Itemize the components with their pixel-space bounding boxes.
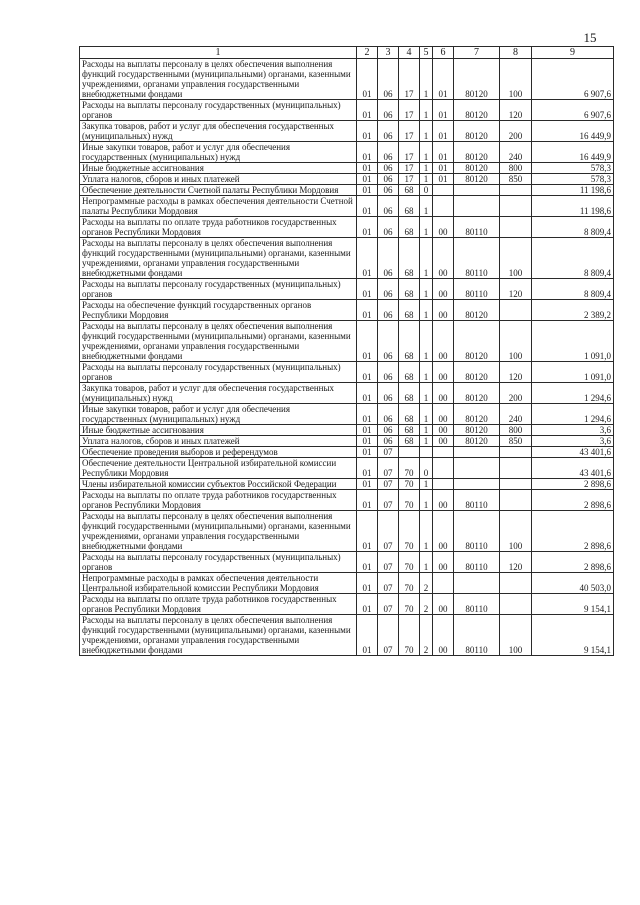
code-subprogram: 1 <box>420 300 433 321</box>
row-name: Обеспечение проведения выборов и референдумов <box>80 447 357 458</box>
table-row <box>80 362 614 383</box>
code-program: 17 <box>399 121 420 142</box>
row-name: Расходы на выплаты персоналу государственных (муниципальных) органов <box>80 552 357 573</box>
code-main-event: 00 <box>433 404 454 425</box>
code-expense-type <box>500 479 532 490</box>
code-subsection: 06 <box>378 174 399 185</box>
row-name: Расходы на выплаты персоналу в целях обеспечения выполнения функций государственными (муниципальными) органами, казенными учреждениями, органами управления государственными внебюджетными фондами <box>80 511 357 552</box>
table-row <box>80 279 614 300</box>
table-row <box>80 404 614 425</box>
code-subprogram: 1 <box>420 321 433 362</box>
row-amount: 2 898,6 <box>532 490 614 511</box>
row-name: Иные бюджетные ассигнования <box>80 163 357 174</box>
table-row <box>80 300 614 321</box>
code-main-event: 00 <box>433 238 454 279</box>
code-program: 68 <box>399 404 420 425</box>
code-main-event <box>433 573 454 594</box>
code-program: 70 <box>399 511 420 552</box>
code-expense-type <box>500 185 532 196</box>
code-main-event: 00 <box>433 436 454 447</box>
code-program: 70 <box>399 594 420 615</box>
code-expense-type: 200 <box>500 121 532 142</box>
code-program: 68 <box>399 436 420 447</box>
code-expense-type: 850 <box>500 436 532 447</box>
code-expense-type <box>500 217 532 238</box>
code-expense-type: 100 <box>500 511 532 552</box>
code-section: 01 <box>357 490 378 511</box>
code-main-event: 00 <box>433 321 454 362</box>
code-program: 68 <box>399 185 420 196</box>
row-name: Расходы на выплаты по оплате труда работников государственных органов Республики Мордовия <box>80 217 357 238</box>
row-name: Уплата налогов, сборов и иных платежей <box>80 174 357 185</box>
code-main-event: 00 <box>433 511 454 552</box>
code-expense-type: 100 <box>500 321 532 362</box>
code-subsection: 06 <box>378 436 399 447</box>
code-main-event: 00 <box>433 300 454 321</box>
code-subprogram: 1 <box>420 425 433 436</box>
table-row <box>80 174 614 185</box>
code-section: 01 <box>357 279 378 300</box>
code-main-event: 00 <box>433 425 454 436</box>
code-expense-type: 120 <box>500 279 532 300</box>
row-name: Иные бюджетные ассигнования <box>80 425 357 436</box>
row-name: Расходы на обеспечение функций государственных органов Республики Мордовия <box>80 300 357 321</box>
row-amount: 9 154,1 <box>532 615 614 656</box>
code-subsection: 06 <box>378 100 399 121</box>
code-section: 01 <box>357 458 378 479</box>
code-expense-type: 100 <box>500 238 532 279</box>
table-row <box>80 436 614 447</box>
code-section: 01 <box>357 238 378 279</box>
row-name: Иные закупки товаров, работ и услуг для обеспечения государственных (муниципальных) нужд <box>80 142 357 163</box>
code-subsection: 06 <box>378 300 399 321</box>
code-direction: 80110 <box>454 217 500 238</box>
code-program: 68 <box>399 383 420 404</box>
row-amount: 578,3 <box>532 163 614 174</box>
row-amount: 6 907,6 <box>532 59 614 100</box>
code-subsection: 06 <box>378 121 399 142</box>
code-expense-type <box>500 196 532 217</box>
row-amount: 2 898,6 <box>532 511 614 552</box>
code-subsection: 06 <box>378 185 399 196</box>
row-amount: 16 449,9 <box>532 142 614 163</box>
code-program: 68 <box>399 300 420 321</box>
code-section: 01 <box>357 404 378 425</box>
code-section: 01 <box>357 121 378 142</box>
code-main-event: 00 <box>433 383 454 404</box>
row-amount: 8 809,4 <box>532 279 614 300</box>
code-direction: 80120 <box>454 121 500 142</box>
code-subprogram: 2 <box>420 573 433 594</box>
code-subprogram: 0 <box>420 185 433 196</box>
code-subprogram: 1 <box>420 174 433 185</box>
code-subprogram: 1 <box>420 479 433 490</box>
code-main-event: 00 <box>433 552 454 573</box>
code-direction <box>454 479 500 490</box>
budget-table <box>79 46 614 656</box>
code-expense-type: 100 <box>500 59 532 100</box>
row-name: Расходы на выплаты персоналу государственных (муниципальных) органов <box>80 362 357 383</box>
code-main-event: 01 <box>433 59 454 100</box>
table-row <box>80 573 614 594</box>
code-subprogram: 1 <box>420 490 433 511</box>
code-main-event: 01 <box>433 142 454 163</box>
table-row <box>80 594 614 615</box>
table-row <box>80 196 614 217</box>
code-direction: 80120 <box>454 404 500 425</box>
code-section: 01 <box>357 174 378 185</box>
table-row <box>80 217 614 238</box>
code-direction: 80120 <box>454 321 500 362</box>
code-subsection: 07 <box>378 490 399 511</box>
code-program: 17 <box>399 163 420 174</box>
header-col-5: 5 <box>420 47 433 59</box>
code-subprogram: 1 <box>420 217 433 238</box>
code-program: 17 <box>399 59 420 100</box>
code-subsection: 06 <box>378 217 399 238</box>
code-program: 70 <box>399 552 420 573</box>
code-section: 01 <box>357 300 378 321</box>
code-section: 01 <box>357 436 378 447</box>
table-row <box>80 185 614 196</box>
code-subsection: 06 <box>378 163 399 174</box>
code-subsection: 07 <box>378 552 399 573</box>
code-subsection: 07 <box>378 511 399 552</box>
code-subsection: 06 <box>378 196 399 217</box>
row-name: Расходы на выплаты персоналу государственных (муниципальных) органов <box>80 100 357 121</box>
code-main-event: 01 <box>433 121 454 142</box>
header-col-2: 2 <box>357 47 378 59</box>
code-direction: 80110 <box>454 279 500 300</box>
code-subsection: 06 <box>378 404 399 425</box>
row-name: Обеспечение деятельности Центральной избирательной комиссии Республики Мордовия <box>80 458 357 479</box>
row-name: Иные закупки товаров, работ и услуг для обеспечения государственных (муниципальных) нужд <box>80 404 357 425</box>
code-program: 68 <box>399 238 420 279</box>
row-name: Расходы на выплаты персоналу в целях обеспечения выполнения функций государственными (муниципальными) органами, казенными учреждениями, органами управления государственными внебюджетными фондами <box>80 238 357 279</box>
code-subsection: 07 <box>378 573 399 594</box>
code-section: 01 <box>357 59 378 100</box>
page-number: 15 <box>583 30 597 45</box>
row-amount: 40 503,0 <box>532 573 614 594</box>
code-expense-type <box>500 300 532 321</box>
code-section: 01 <box>357 196 378 217</box>
row-name: Закупка товаров, работ и услуг для обеспечения государственных (муниципальных) нужд <box>80 121 357 142</box>
code-direction <box>454 458 500 479</box>
row-amount: 16 449,9 <box>532 121 614 142</box>
code-subsection: 06 <box>378 321 399 362</box>
code-section: 01 <box>357 383 378 404</box>
code-direction: 80120 <box>454 300 500 321</box>
table-row <box>80 490 614 511</box>
code-main-event: 00 <box>433 615 454 656</box>
code-section: 01 <box>357 142 378 163</box>
code-main-event <box>433 479 454 490</box>
code-program: 17 <box>399 100 420 121</box>
row-amount: 2 898,6 <box>532 479 614 490</box>
code-expense-type: 800 <box>500 425 532 436</box>
code-section: 01 <box>357 511 378 552</box>
code-main-event: 00 <box>433 594 454 615</box>
code-expense-type: 240 <box>500 404 532 425</box>
row-name: Члены избирательной комиссии субъектов Российской Федерации <box>80 479 357 490</box>
code-program: 68 <box>399 196 420 217</box>
code-expense-type: 240 <box>500 142 532 163</box>
table-row <box>80 163 614 174</box>
code-subprogram <box>420 447 433 458</box>
code-section: 01 <box>357 163 378 174</box>
code-subsection: 06 <box>378 238 399 279</box>
code-section: 01 <box>357 100 378 121</box>
code-main-event: 00 <box>433 217 454 238</box>
code-program: 68 <box>399 425 420 436</box>
code-main-event: 01 <box>433 100 454 121</box>
code-subprogram: 1 <box>420 362 433 383</box>
table-header-row <box>80 47 614 59</box>
code-expense-type: 120 <box>500 362 532 383</box>
code-program: 70 <box>399 490 420 511</box>
code-section: 01 <box>357 479 378 490</box>
row-name: Расходы на выплаты по оплате труда работников государственных органов Республики Мордовия <box>80 594 357 615</box>
row-amount: 2 389,2 <box>532 300 614 321</box>
table-row <box>80 59 614 100</box>
code-direction: 80110 <box>454 552 500 573</box>
row-amount: 1 091,0 <box>532 321 614 362</box>
code-expense-type <box>500 573 532 594</box>
table-row <box>80 447 614 458</box>
table-body <box>80 59 614 656</box>
code-main-event: 00 <box>433 362 454 383</box>
row-amount: 3,6 <box>532 436 614 447</box>
code-main-event <box>433 447 454 458</box>
code-subprogram: 1 <box>420 404 433 425</box>
header-col-7: 7 <box>454 47 500 59</box>
row-name: Расходы на выплаты персоналу в целях обеспечения выполнения функций государственными (муниципальными) органами, казенными учреждениями, органами управления государственными внебюджетными фондами <box>80 615 357 656</box>
header-col-9: 9 <box>532 47 614 59</box>
code-expense-type: 800 <box>500 163 532 174</box>
code-main-event <box>433 185 454 196</box>
code-subsection: 06 <box>378 383 399 404</box>
code-section: 01 <box>357 573 378 594</box>
code-direction: 80110 <box>454 511 500 552</box>
row-amount: 3,6 <box>532 425 614 436</box>
code-program: 70 <box>399 479 420 490</box>
code-section: 01 <box>357 594 378 615</box>
code-subsection: 06 <box>378 362 399 383</box>
code-subprogram: 1 <box>420 436 433 447</box>
row-amount: 2 898,6 <box>532 552 614 573</box>
code-subsection: 07 <box>378 594 399 615</box>
code-main-event <box>433 196 454 217</box>
code-expense-type: 120 <box>500 552 532 573</box>
code-direction: 80120 <box>454 163 500 174</box>
code-subprogram: 1 <box>420 142 433 163</box>
code-program <box>399 447 420 458</box>
table-row <box>80 100 614 121</box>
code-subprogram: 1 <box>420 511 433 552</box>
row-amount: 1 294,6 <box>532 404 614 425</box>
code-section: 01 <box>357 185 378 196</box>
code-direction: 80110 <box>454 238 500 279</box>
code-direction: 80120 <box>454 383 500 404</box>
code-subprogram: 1 <box>420 383 433 404</box>
code-subsection: 06 <box>378 59 399 100</box>
row-name: Непрограммные расходы в рамках обеспечения деятельности Счетной палаты Республики Мордовия <box>80 196 357 217</box>
code-direction: 80110 <box>454 490 500 511</box>
code-program: 68 <box>399 279 420 300</box>
table-row <box>80 615 614 656</box>
row-amount: 11 198,6 <box>532 196 614 217</box>
code-expense-type: 100 <box>500 615 532 656</box>
code-subsection: 06 <box>378 279 399 300</box>
row-name: Расходы на выплаты персоналу в целях обеспечения выполнения функций государственными (муниципальными) органами, казенными учреждениями, органами управления государственными внебюджетными фондами <box>80 59 357 100</box>
code-expense-type <box>500 490 532 511</box>
row-amount: 8 809,4 <box>532 217 614 238</box>
table-row <box>80 142 614 163</box>
code-direction <box>454 185 500 196</box>
table-row <box>80 511 614 552</box>
code-subprogram: 1 <box>420 238 433 279</box>
code-section: 01 <box>357 362 378 383</box>
code-direction: 80120 <box>454 59 500 100</box>
table-row <box>80 383 614 404</box>
code-program: 68 <box>399 321 420 362</box>
header-col-4: 4 <box>399 47 420 59</box>
code-subsection: 06 <box>378 142 399 163</box>
code-main-event: 01 <box>433 163 454 174</box>
code-expense-type <box>500 594 532 615</box>
row-amount: 43 401,6 <box>532 458 614 479</box>
row-amount: 578,3 <box>532 174 614 185</box>
code-main-event: 01 <box>433 174 454 185</box>
code-section: 01 <box>357 425 378 436</box>
row-amount: 9 154,1 <box>532 594 614 615</box>
code-program: 17 <box>399 142 420 163</box>
code-subprogram: 1 <box>420 196 433 217</box>
code-section: 01 <box>357 552 378 573</box>
table-row <box>80 425 614 436</box>
code-subsection: 07 <box>378 479 399 490</box>
row-name: Расходы на выплаты персоналу государственных (муниципальных) органов <box>80 279 357 300</box>
code-direction: 80120 <box>454 425 500 436</box>
code-direction: 80120 <box>454 142 500 163</box>
row-name: Уплата налогов, сборов и иных платежей <box>80 436 357 447</box>
code-subsection: 07 <box>378 458 399 479</box>
code-expense-type <box>500 458 532 479</box>
header-col-1: 1 <box>80 47 357 59</box>
row-amount: 1 091,0 <box>532 362 614 383</box>
row-name: Закупка товаров, работ и услуг для обеспечения государственных (муниципальных) нужд <box>80 383 357 404</box>
table-row <box>80 552 614 573</box>
table-row <box>80 121 614 142</box>
code-direction: 80120 <box>454 362 500 383</box>
code-subprogram: 1 <box>420 100 433 121</box>
code-section: 01 <box>357 321 378 362</box>
code-section: 01 <box>357 217 378 238</box>
row-amount: 1 294,6 <box>532 383 614 404</box>
code-direction: 80120 <box>454 436 500 447</box>
code-program: 70 <box>399 573 420 594</box>
code-section: 01 <box>357 447 378 458</box>
code-subprogram: 0 <box>420 458 433 479</box>
code-subsection: 07 <box>378 447 399 458</box>
code-direction: 80120 <box>454 174 500 185</box>
code-program: 17 <box>399 174 420 185</box>
code-subprogram: 2 <box>420 615 433 656</box>
code-expense-type: 200 <box>500 383 532 404</box>
row-name: Расходы на выплаты по оплате труда работников государственных органов Республики Мордовия <box>80 490 357 511</box>
code-subsection: 07 <box>378 615 399 656</box>
code-expense-type: 850 <box>500 174 532 185</box>
code-main-event: 00 <box>433 279 454 300</box>
code-section: 01 <box>357 615 378 656</box>
code-subsection: 06 <box>378 425 399 436</box>
header-col-8: 8 <box>500 47 532 59</box>
code-subprogram: 1 <box>420 121 433 142</box>
code-program: 70 <box>399 615 420 656</box>
row-name: Обеспечение деятельности Счетной палаты Республики Мордовия <box>80 185 357 196</box>
row-amount: 11 198,6 <box>532 185 614 196</box>
code-expense-type <box>500 447 532 458</box>
code-program: 68 <box>399 217 420 238</box>
row-name: Расходы на выплаты персоналу в целях обеспечения выполнения функций государственными (муниципальными) органами, казенными учреждениями, органами управления государственными внебюджетными фондами <box>80 321 357 362</box>
row-name: Непрограммные расходы в рамках обеспечения деятельности Центральной избирательной комиссии Республики Мордовия <box>80 573 357 594</box>
code-direction: 80120 <box>454 100 500 121</box>
code-direction <box>454 573 500 594</box>
row-amount: 6 907,6 <box>532 100 614 121</box>
code-program: 68 <box>399 362 420 383</box>
row-amount: 8 809,4 <box>532 238 614 279</box>
code-subprogram: 2 <box>420 594 433 615</box>
code-subprogram: 1 <box>420 59 433 100</box>
code-expense-type: 120 <box>500 100 532 121</box>
row-amount: 43 401,6 <box>532 447 614 458</box>
table-row <box>80 479 614 490</box>
code-direction: 80110 <box>454 615 500 656</box>
code-subprogram: 1 <box>420 552 433 573</box>
table-row <box>80 238 614 279</box>
table-row <box>80 321 614 362</box>
code-direction: 80110 <box>454 594 500 615</box>
header-col-6: 6 <box>433 47 454 59</box>
code-subprogram: 1 <box>420 163 433 174</box>
code-main-event: 00 <box>433 490 454 511</box>
table-row <box>80 458 614 479</box>
code-direction <box>454 447 500 458</box>
code-program: 70 <box>399 458 420 479</box>
code-subprogram: 1 <box>420 279 433 300</box>
header-col-3: 3 <box>378 47 399 59</box>
code-main-event <box>433 458 454 479</box>
code-direction <box>454 196 500 217</box>
